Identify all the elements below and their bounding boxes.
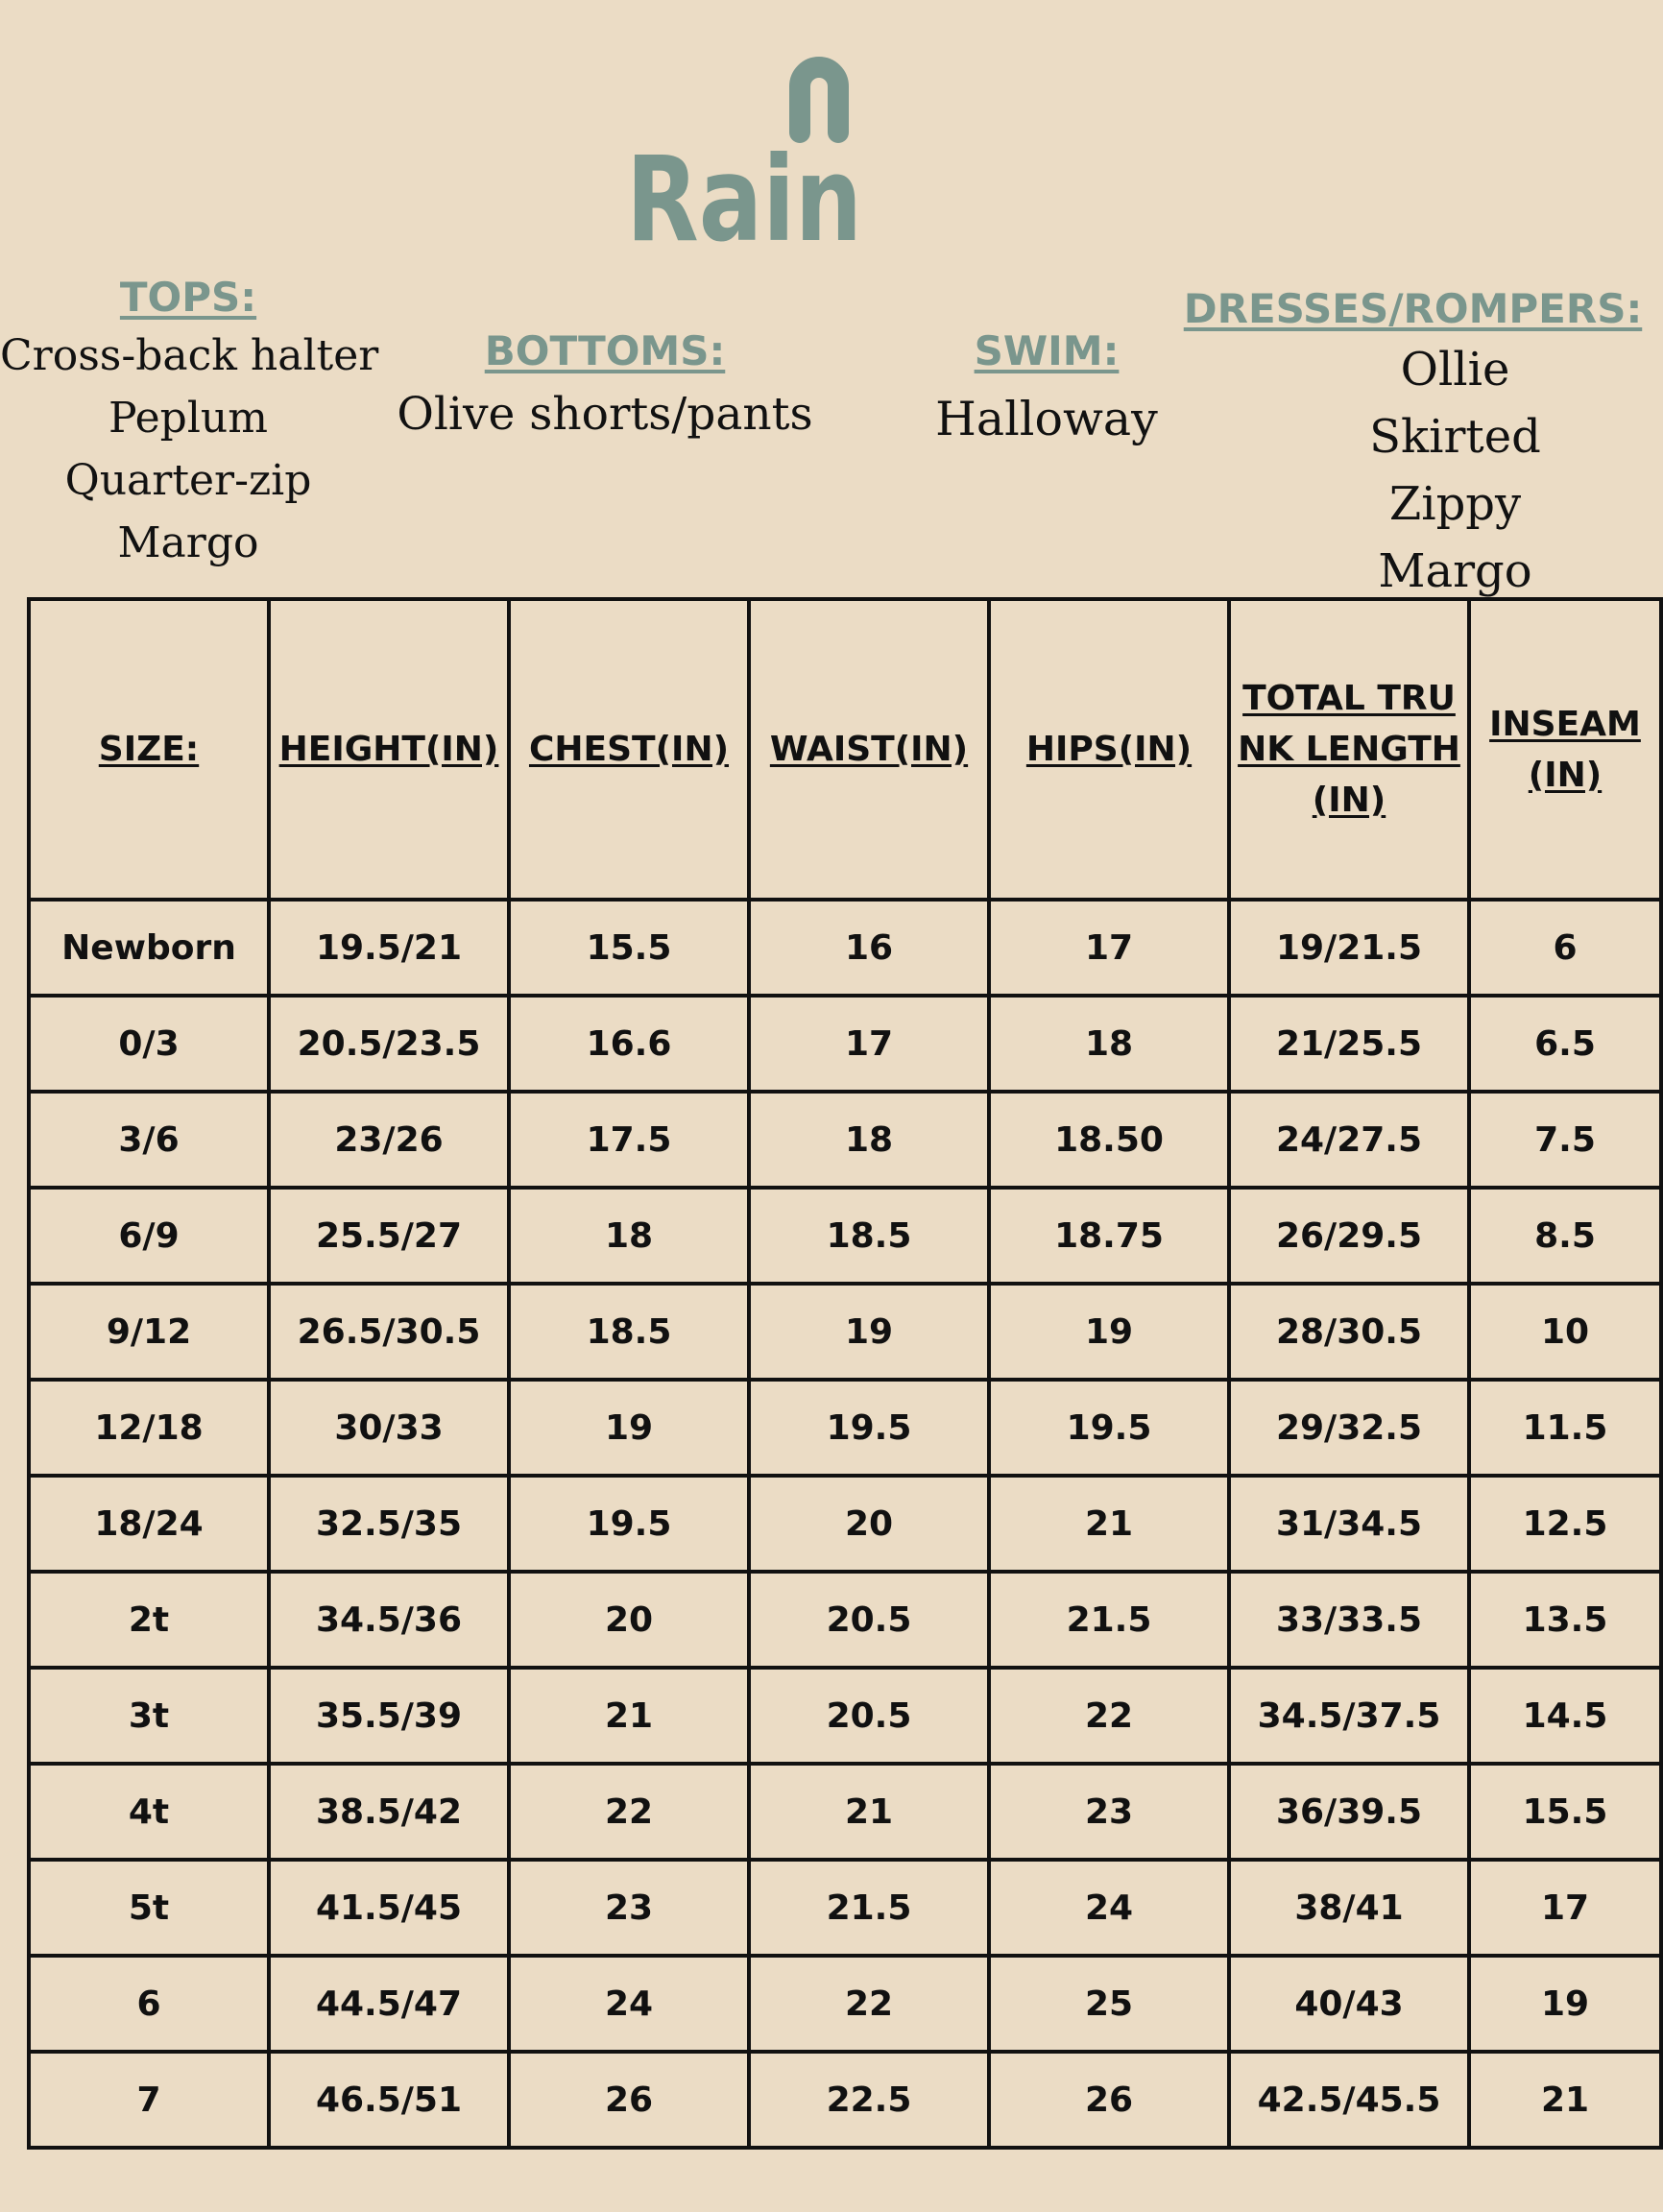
cell-chest: 18.5	[509, 1284, 749, 1380]
table-row	[29, 1188, 1661, 1284]
cell-waist: 20.5	[749, 1668, 989, 1764]
cell-chest: 17.5	[509, 1092, 749, 1188]
cell-total-trunk-length: 38/41	[1229, 1860, 1469, 1956]
header-inseam: INSEAM (IN)	[1469, 599, 1661, 900]
cell-hips: 21.5	[989, 1572, 1229, 1668]
cell-total-trunk-length: 40/43	[1229, 1956, 1469, 2052]
table-row	[29, 1284, 1661, 1380]
cell-inseam: 11.5	[1469, 1380, 1661, 1476]
cell-hips: 19.5	[989, 1380, 1229, 1476]
cell-height: 44.5/47	[269, 1956, 509, 2052]
cell-size: 9/12	[29, 1284, 269, 1380]
cell-hips: 22	[989, 1668, 1229, 1764]
table-row	[29, 1092, 1661, 1188]
header-row	[29, 599, 1661, 900]
cell-height: 34.5/36	[269, 1572, 509, 1668]
cell-height: 35.5/39	[269, 1668, 509, 1764]
cell-chest: 20	[509, 1572, 749, 1668]
cell-size: 12/18	[29, 1380, 269, 1476]
cell-inseam: 10	[1469, 1284, 1661, 1380]
cell-waist: 19	[749, 1284, 989, 1380]
table-row	[29, 996, 1661, 1092]
cell-height: 25.5/27	[269, 1188, 509, 1284]
cell-size: 7	[29, 2052, 269, 2148]
cell-size: 4t	[29, 1764, 269, 1860]
dresses-item: Margo	[1378, 544, 1532, 598]
cell-chest: 15.5	[509, 900, 749, 996]
cell-waist: 21	[749, 1764, 989, 1860]
cell-total-trunk-length: 34.5/37.5	[1229, 1668, 1469, 1764]
cell-chest: 26	[509, 2052, 749, 2148]
cell-hips: 23	[989, 1764, 1229, 1860]
cell-chest: 21	[509, 1668, 749, 1764]
cell-height: 20.5/23.5	[269, 996, 509, 1092]
rain-logo	[615, 48, 883, 268]
dresses-item: Skirted	[1369, 410, 1541, 464]
header-hips: HIPS(IN)	[989, 599, 1229, 900]
brand-name: Rain	[626, 132, 862, 268]
cell-inseam: 7.5	[1469, 1092, 1661, 1188]
cell-chest: 18	[509, 1188, 749, 1284]
cell-inseam: 17	[1469, 1860, 1661, 1956]
cell-chest: 22	[509, 1764, 749, 1860]
bottoms-item: Olive shorts/pants	[397, 388, 813, 441]
cell-chest: 19.5	[509, 1476, 749, 1572]
cell-hips: 26	[989, 2052, 1229, 2148]
header-chest: CHEST(IN)	[509, 599, 749, 900]
dresses-rompers-title: DRESSES/ROMPERS:	[1183, 285, 1643, 332]
cell-waist: 20.5	[749, 1572, 989, 1668]
cell-size: 3t	[29, 1668, 269, 1764]
cell-total-trunk-length: 29/32.5	[1229, 1380, 1469, 1476]
cell-height: 46.5/51	[269, 2052, 509, 2148]
cell-hips: 21	[989, 1476, 1229, 1572]
cell-size: Newborn	[29, 900, 269, 996]
table-row	[29, 1380, 1661, 1476]
header-height: HEIGHT(IN)	[269, 599, 509, 900]
cell-hips: 25	[989, 1956, 1229, 2052]
cell-waist: 22.5	[749, 2052, 989, 2148]
cell-waist: 18.5	[749, 1188, 989, 1284]
cell-total-trunk-length: 26/29.5	[1229, 1188, 1469, 1284]
cell-waist: 21.5	[749, 1860, 989, 1956]
cell-size: 5t	[29, 1860, 269, 1956]
header-size: SIZE:	[29, 599, 269, 900]
cell-total-trunk-length: 19/21.5	[1229, 900, 1469, 996]
bottoms-category	[394, 325, 816, 451]
dresses-item: Zippy	[1388, 477, 1522, 531]
cell-total-trunk-length: 21/25.5	[1229, 996, 1469, 1092]
cell-waist: 22	[749, 1956, 989, 2052]
cell-height: 30/33	[269, 1380, 509, 1476]
cell-inseam: 6	[1469, 900, 1661, 996]
size-chart-table	[27, 597, 1663, 2150]
table-row	[29, 900, 1661, 996]
cell-inseam: 6.5	[1469, 996, 1661, 1092]
table-row	[29, 1476, 1661, 1572]
bottoms-title: BOTTOMS:	[484, 327, 726, 374]
cell-height: 38.5/42	[269, 1764, 509, 1860]
table-row	[29, 1572, 1661, 1668]
cell-size: 0/3	[29, 996, 269, 1092]
table-row	[29, 1956, 1661, 2052]
cell-size: 2t	[29, 1572, 269, 1668]
cell-size: 18/24	[29, 1476, 269, 1572]
cell-inseam: 15.5	[1469, 1764, 1661, 1860]
cell-total-trunk-length: 31/34.5	[1229, 1476, 1469, 1572]
swim-title: SWIM:	[974, 327, 1120, 374]
header-waist: WAIST(IN)	[749, 599, 989, 900]
tops-item: Peplum	[108, 394, 268, 443]
rain-logo-arc-icon	[800, 67, 838, 132]
cell-waist: 19.5	[749, 1380, 989, 1476]
cell-total-trunk-length: 42.5/45.5	[1229, 2052, 1469, 2148]
cell-chest: 23	[509, 1860, 749, 1956]
cell-size: 6	[29, 1956, 269, 2052]
cell-hips: 18	[989, 996, 1229, 1092]
dresses-item: Ollie	[1400, 343, 1510, 397]
cell-inseam: 19	[1469, 1956, 1661, 2052]
swim-item: Halloway	[935, 392, 1158, 446]
cell-height: 19.5/21	[269, 900, 509, 996]
table-row	[29, 1860, 1661, 1956]
tops-item: Cross-back halter	[0, 331, 379, 380]
cell-total-trunk-length: 33/33.5	[1229, 1572, 1469, 1668]
cell-height: 32.5/35	[269, 1476, 509, 1572]
cell-size: 6/9	[29, 1188, 269, 1284]
tops-category	[0, 271, 379, 574]
cell-height: 26.5/30.5	[269, 1284, 509, 1380]
table-row	[29, 1668, 1661, 1764]
cell-size: 3/6	[29, 1092, 269, 1188]
cell-total-trunk-length: 36/39.5	[1229, 1764, 1469, 1860]
cell-hips: 17	[989, 900, 1229, 996]
cell-waist: 17	[749, 996, 989, 1092]
cell-total-trunk-length: 24/27.5	[1229, 1092, 1469, 1188]
swim-category	[903, 325, 1191, 461]
cell-inseam: 8.5	[1469, 1188, 1661, 1284]
cell-hips: 19	[989, 1284, 1229, 1380]
cell-chest: 16.6	[509, 996, 749, 1092]
cell-height: 41.5/45	[269, 1860, 509, 1956]
cell-inseam: 21	[1469, 2052, 1661, 2148]
cell-height: 23/26	[269, 1092, 509, 1188]
cell-waist: 16	[749, 900, 989, 996]
cell-inseam: 12.5	[1469, 1476, 1661, 1572]
tops-item: Margo	[117, 518, 259, 567]
table-row	[29, 2052, 1661, 2148]
tops-item: Quarter-zip	[64, 456, 312, 505]
cell-hips: 18.50	[989, 1092, 1229, 1188]
cell-inseam: 13.5	[1469, 1572, 1661, 1668]
tops-title: TOPS:	[119, 274, 257, 321]
table-row	[29, 1764, 1661, 1860]
cell-total-trunk-length: 28/30.5	[1229, 1284, 1469, 1380]
dresses-rompers-category	[1167, 282, 1659, 605]
cell-inseam: 14.5	[1469, 1668, 1661, 1764]
cell-waist: 20	[749, 1476, 989, 1572]
cell-chest: 24	[509, 1956, 749, 2052]
header-total-trunk-length: TOTAL TRUNK LENGTH(IN)	[1229, 599, 1469, 900]
cell-hips: 18.75	[989, 1188, 1229, 1284]
cell-chest: 19	[509, 1380, 749, 1476]
cell-waist: 18	[749, 1092, 989, 1188]
cell-hips: 24	[989, 1860, 1229, 1956]
